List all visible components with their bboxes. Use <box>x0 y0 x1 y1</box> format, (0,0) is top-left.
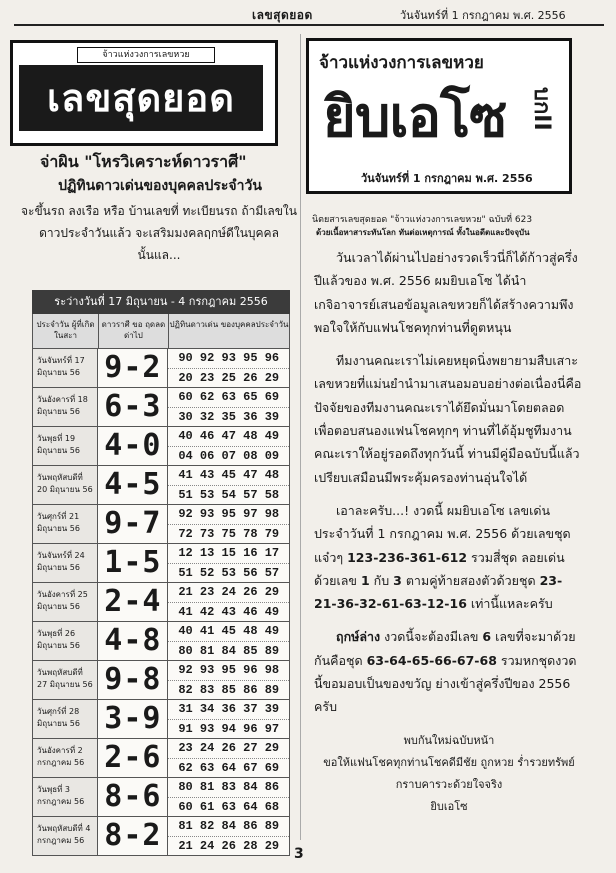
row-day: วันพฤหัสบดีที่ 27 มิถุนายน 56 <box>33 661 98 699</box>
table-row <box>32 388 290 427</box>
p3-digit-2: 3 <box>393 572 402 588</box>
author-line: จ่าผิน "โหรวิเคราะห์ดาวราศี" <box>40 152 247 171</box>
table-row <box>32 466 290 505</box>
paragraph-1: วันเวลาได้ผ่านไปอย่างรวดเร็วนี่ก็ได้ก้าวสู่ครึ่งปีแล้วของ พ.ศ. 2556 ผมยิบเอโซ ได้นำเกจิอาจารย์เสนอข้อมูลเลขหวยก็ได้สร้างความพึงพอใจให้กับแฟนโชคทุกท่านที่ดูตหนุน <box>314 250 578 335</box>
row-pair: 6-3 <box>98 388 168 426</box>
row-day: วันพุธที่ 19 มิถุนายน 56 <box>33 427 98 465</box>
row-day: วันพุธที่ 3 กรกฎาคม 56 <box>33 778 98 816</box>
row-numbers <box>168 427 289 465</box>
intro-text: จะขึ้นรถ ลงเรือ หรือ บ้านเลขที่ ทะเบียนรถ ถ้ามีเลขในดาวประจำวันแล้ว จะเสริมมงคลฤกษ์ดีในบุคคลนั้นแล... <box>21 204 297 262</box>
row-numbers <box>168 700 289 738</box>
header-nums: ปฏิทินดาวเด่น ของบุคคลประจำวัน <box>169 320 289 329</box>
left-logo <box>10 40 278 146</box>
row-day: วันจันทร์ที่ 17 มิถุนายน 56 <box>33 349 98 387</box>
row-numbers-1: 23 24 26 27 29 <box>168 739 289 759</box>
row-numbers-1: 90 92 93 95 96 <box>168 349 289 369</box>
row-numbers-2: 30 32 35 36 39 <box>178 410 280 424</box>
header-title: เลขสุดยอด <box>252 8 313 22</box>
logo-title: เลขสุดยอด <box>19 65 263 131</box>
row-numbers <box>168 622 289 660</box>
row-numbers-2: 72 73 75 78 79 <box>178 527 280 541</box>
row-numbers-2: 51 53 54 57 58 <box>178 488 280 502</box>
publication-tagline: ด้วยเนื้อหาสาระทันโลก ทันต่อเหตุการณ์ ทั้งในอดีตและปัจจุบัน <box>316 228 530 237</box>
row-numbers <box>168 544 289 582</box>
row-numbers-2: 62 63 64 67 69 <box>178 761 280 775</box>
row-day: วันศุกร์ที่ 21 มิถุนายน 56 <box>33 505 98 543</box>
row-numbers <box>168 778 289 816</box>
table-row <box>32 349 290 388</box>
row-numbers <box>168 388 289 426</box>
right-slogan: จ้าวแห่งวงการเลขหวย <box>319 53 484 73</box>
p3-digit-1: 1 <box>360 572 370 588</box>
header-rule <box>14 24 604 26</box>
p3-text-c: กับ <box>373 572 390 588</box>
table-row <box>32 661 290 700</box>
row-numbers-2: 20 23 25 26 29 <box>178 371 280 385</box>
column-divider <box>300 34 301 840</box>
row-numbers <box>168 583 289 621</box>
p3-numbers: 123-236-361-612 <box>347 549 468 565</box>
row-pair: 9-7 <box>98 505 168 543</box>
row-numbers-1: 92 93 95 96 98 <box>168 661 289 681</box>
row-numbers <box>168 466 289 504</box>
p3-text-b: รวมสี่ชุด ลอยเด่นด้วยเลข <box>314 549 565 588</box>
row-day: วันอังคารที่ 2 กรกฎาคม 56 <box>33 739 98 777</box>
row-numbers <box>168 505 289 543</box>
issue-date: วันจันทร์ที่ 1 กรกฎาคม พ.ศ. 2556 <box>361 172 533 185</box>
table-row <box>32 505 290 544</box>
row-numbers-1: 40 46 47 48 49 <box>168 427 289 447</box>
row-day: วันพุธที่ 26 มิถุนายน 56 <box>33 622 98 660</box>
p4-digit: 6 <box>482 629 492 645</box>
table-row <box>32 544 290 583</box>
row-numbers-2: 21 24 26 28 29 <box>178 839 280 853</box>
table-header <box>32 314 290 349</box>
table-row <box>32 583 290 622</box>
p3-text-a: เอาละครับ...! งวดนี้ ผมยิบเอโซ เลขเด่นประจำวันที่ 1 กรกฎาคม พ.ศ. 2556 ด้วยเลขชุดแจ๋วๆ <box>314 502 571 565</box>
row-numbers <box>168 661 289 699</box>
header-pair: ดาวราศี ขอ ฤดลดด่าไป <box>99 314 169 348</box>
closing-line-1: พบกันใหม่ฉบับหน้า <box>403 734 495 747</box>
row-numbers <box>168 739 289 777</box>
row-pair: 1-5 <box>98 544 168 582</box>
row-numbers-2: 91 93 94 96 97 <box>178 722 280 736</box>
p4-text-b: เลขที่จะมาด้วยกันคือชุด <box>314 629 576 668</box>
closing-block <box>314 730 584 818</box>
row-day: วันอังคารที่ 18 มิถุนายน 56 <box>33 388 98 426</box>
p4-text-c: รวมหกชุดงวดนี้ขอมอบเป็นของขวัญ ย่างเข้าสู่ครึ่งปีของ 2556 ครับ <box>314 652 577 715</box>
row-pair: 4-8 <box>98 622 168 660</box>
row-numbers-1: 81 82 84 86 89 <box>168 817 289 837</box>
logo-caption: จ้าวแห่งวงการเลขหวย <box>77 47 215 63</box>
row-day: วันอังคารที่ 25 มิถุนายน 56 <box>33 583 98 621</box>
row-numbers-1: 60 62 63 65 69 <box>168 388 289 408</box>
row-numbers-2: 80 81 84 85 89 <box>178 644 280 658</box>
p4-label: ฤกษ์ล่าง <box>336 629 381 645</box>
table-row <box>32 427 290 466</box>
row-numbers <box>168 817 289 855</box>
row-pair: 3-9 <box>98 700 168 738</box>
row-pair: 9-8 <box>98 661 168 699</box>
row-day: วันจันทร์ที่ 24 มิถุนายน 56 <box>33 544 98 582</box>
page-header <box>0 4 616 26</box>
row-numbers-1: 80 81 83 84 86 <box>168 778 289 798</box>
row-pair: 2-4 <box>98 583 168 621</box>
p3-numbers-2: 23-21-36-32-61-63-12-16 <box>314 572 563 612</box>
row-numbers-1: 12 13 15 16 17 <box>168 544 289 564</box>
row-day: วันพฤหัสบดีที่ 4 กรกฎาคม 56 <box>33 817 98 855</box>
p4-text-a: งวดนี้จะต้องมีเลข <box>384 629 479 645</box>
closing-line-2: ขอให้แฟนโชคทุกท่านโชคดีมีชัย ถูกหวย ร่ำรวยทรัพย์ <box>323 756 575 769</box>
row-pair: 4-5 <box>98 466 168 504</box>
row-day: วันศุกร์ที่ 28 มิถุนายน 56 <box>33 700 98 738</box>
p3-text-d: ตามคู่ท้ายสองตัวด้วยชุด <box>405 572 536 588</box>
row-pair: 2-6 <box>98 739 168 777</box>
row-pair: 9-2 <box>98 349 168 387</box>
row-numbers-2: 82 83 85 86 89 <box>178 683 280 697</box>
row-numbers <box>168 349 289 387</box>
paragraph-2: ทีมงานคณะเราไม่เคยหยุดนิ่งพยายามสืบเสาะเลขหวยที่แม่นยำนำมาเสนอมอบอย่างต่อเนื่องนี่คือปัจจัยของทีมงานคณะเราได้ยึดมั่นมาโดยตลอด เพื่อตอบสนองแฟนโชคทุกๆ ท่านที่ได้อุ้มชูทีมงานคณะเราให้อยู่รอดถึงทุกวันนี้ ท่านมีคู่มือฉบับนี้แล้วเปรียบเสมือนมีพระคุ้มครองท่านอุ่นใจได้ <box>314 353 582 485</box>
header-date: วันจันทร์ที่ 1 กรกฎาคม พ.ศ. 2556 <box>400 9 566 22</box>
brand-name: ยิบเอโซ <box>323 85 507 150</box>
table-title: ระว่างวันที่ 17 มิถุนายน - 4 กรกฎาคม 2556 <box>32 290 290 314</box>
p4-numbers: 63-64-65-66-67-68 <box>366 652 497 668</box>
table-row <box>32 739 290 778</box>
table-row <box>32 622 290 661</box>
row-numbers-1: 92 93 95 97 98 <box>168 505 289 525</box>
table-row <box>32 817 290 856</box>
table-row <box>32 700 290 739</box>
closing-signature: ยิบเอโซ <box>430 800 468 813</box>
sub-headline: ปฏิทินดาวเด่นของบุคคลประจำวัน <box>58 178 262 194</box>
row-numbers-2: 41 42 43 46 49 <box>178 605 280 619</box>
paragraph-3 <box>314 499 584 615</box>
row-numbers-1: 31 34 36 37 39 <box>168 700 289 720</box>
article-body <box>314 246 584 729</box>
row-numbers-2: 60 61 63 64 68 <box>178 800 280 814</box>
table-row <box>32 778 290 817</box>
page-number: 3 <box>294 846 304 862</box>
row-numbers-1: 41 43 45 47 48 <box>168 466 289 486</box>
row-numbers-2: 51 52 53 56 57 <box>178 566 280 580</box>
edition-label: บกII <box>529 87 554 131</box>
row-numbers-1: 21 23 24 26 29 <box>168 583 289 603</box>
calendar-table <box>32 290 290 856</box>
right-logo-box <box>306 38 572 194</box>
p3-text-e: เท่านี้แหละครับ <box>470 596 553 612</box>
row-day: วันพฤหัสบดีที่ 20 มิถุนายน 56 <box>33 466 98 504</box>
row-pair: 8-6 <box>98 778 168 816</box>
row-pair: 4-0 <box>98 427 168 465</box>
row-numbers-2: 04 06 07 08 09 <box>178 449 280 463</box>
row-pair: 8-2 <box>98 817 168 855</box>
paragraph-4 <box>314 625 584 718</box>
closing-line-3: กราบคารวะด้วยใจจริง <box>395 778 503 791</box>
row-numbers-1: 40 41 45 48 49 <box>168 622 289 642</box>
publication-info: นิตยสารเลขสุดยอด "จ้าวแห่งวงการเลขหวย" ฉบับที่ 623 <box>312 215 533 225</box>
header-day: ประจำวัน ผู้ที่เกิดในสะา <box>33 314 99 348</box>
